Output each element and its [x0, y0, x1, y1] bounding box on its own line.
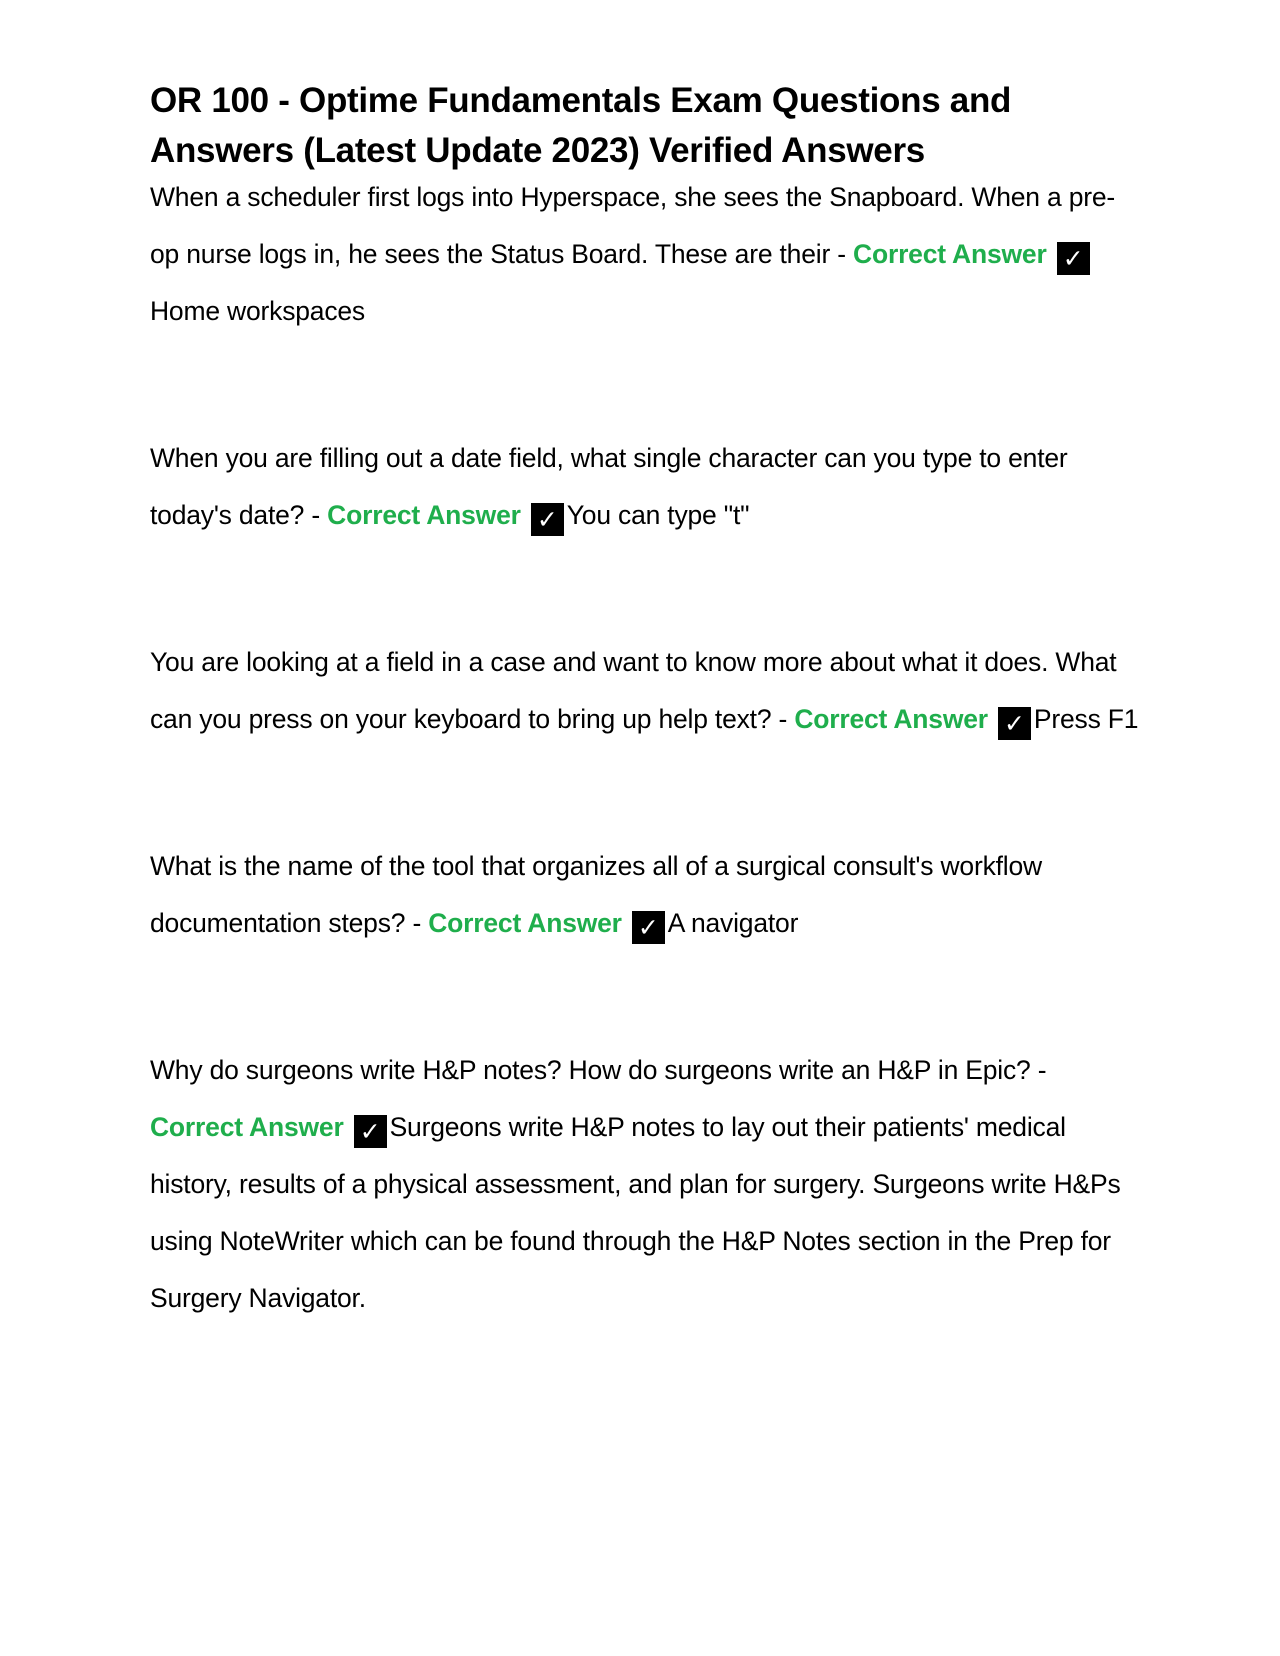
answer-text: You can type "t"	[566, 500, 750, 530]
question-text: You are looking at a field in a case and want to know more about what it does. What can you press on your keyboard to bring up help text? -	[150, 647, 1117, 734]
question-text: Why do surgeons write H&P notes? How do surgeons write an H&P in Epic? -	[150, 1055, 1047, 1085]
qa-item	[150, 634, 1140, 748]
correct-answer-label: Correct Answer	[150, 1112, 344, 1142]
document-title: OR 100 - Optime Fundamentals Exam Questions and Answers (Latest Update 2023) Verified Answers	[150, 81, 1012, 170]
qa-item	[150, 838, 1140, 952]
checkmark-icon: ✓	[632, 911, 665, 944]
checkmark-icon: ✓	[531, 503, 564, 536]
qa-item	[150, 1042, 1140, 1327]
qa-item	[150, 430, 1140, 544]
question-text: What is the name of the tool that organizes all of a surgical consult's workflow documentation steps? -	[150, 851, 1042, 938]
checkmark-icon: ✓	[354, 1115, 387, 1148]
document-page	[150, 76, 1140, 1327]
correct-answer-label: Correct Answer	[428, 908, 622, 938]
answer-text: Home workspaces	[150, 296, 365, 326]
question-text: When you are filling out a date field, what single character can you type to enter today's date? -	[150, 443, 1068, 530]
question-text: When a scheduler first logs into Hyperspace, she sees the Snapboard. When a pre-op nurse logs in, he sees the Status Board. These are their -	[150, 182, 1116, 269]
answer-text: Surgeons write H&P notes to lay out their patients' medical history, results of a physical assessment, and plan for surgery. Surgeons write H&Ps using NoteWriter which can be found through the H&P Notes section in the Prep for Surgery Navigator.	[150, 1112, 1121, 1313]
correct-answer-label: Correct Answer	[853, 239, 1047, 269]
qa-item	[150, 169, 1140, 340]
correct-answer-label: Correct Answer	[794, 704, 988, 734]
checkmark-icon: ✓	[998, 707, 1031, 740]
correct-answer-label: Correct Answer	[327, 500, 521, 530]
answer-text: Press F1	[1033, 704, 1139, 734]
answer-text: A navigator	[667, 908, 799, 938]
checkmark-icon: ✓	[1057, 242, 1090, 275]
